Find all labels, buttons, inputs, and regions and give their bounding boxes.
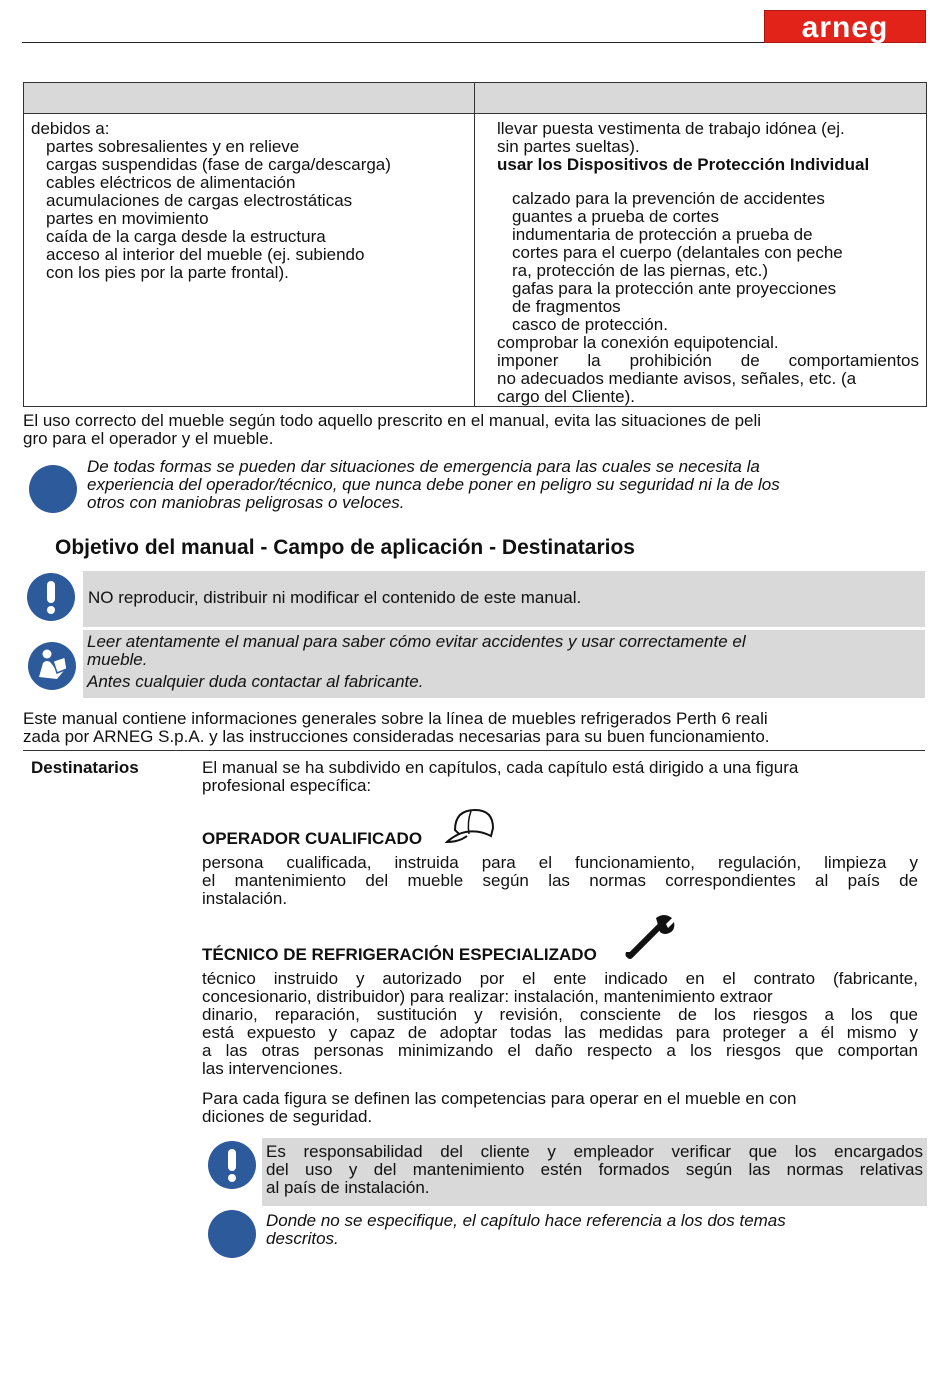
list-item: caída de la carga desde la estructura	[46, 227, 326, 246]
list-item: casco de protección.	[512, 315, 668, 334]
list-item: sin partes sueltas).	[497, 137, 640, 156]
operator-title: OPERADOR CUALIFICADO	[202, 829, 423, 848]
final-note-line: descritos.	[266, 1229, 339, 1248]
note-line: otros con maniobras peligrosas o veloces.	[87, 493, 405, 512]
risk-table-body-row	[24, 114, 927, 407]
info-circle-icon	[29, 465, 77, 513]
general-line-1: Este manual contiene informaciones generales sobre la línea de muebles refrigerados Perth 6 reali	[23, 709, 768, 728]
destinatarios-label: Destinatarios	[31, 758, 139, 777]
emergency-note	[87, 458, 780, 512]
technician-line: las intervenciones.	[202, 1059, 343, 1078]
list-item: no adecuados mediante avisos, señales, etc. (a	[497, 369, 857, 388]
competence-paragraph	[202, 1090, 918, 1126]
list-item: usar los Dispositivos de Protección Individual	[497, 155, 870, 174]
read-manual-icon	[27, 641, 77, 696]
intro-line-1: El uso correcto del mueble según todo aquello prescrito en el manual, evita las situaciones de peli	[23, 411, 762, 430]
list-item: llevar puesta vestimenta de trabajo idónea (ej.	[497, 119, 845, 138]
section-title: Objetivo del manual - Campo de aplicación - Destinatarios	[55, 536, 635, 559]
read-manual-line: Antes cualquier duda contactar al fabricante.	[87, 672, 424, 691]
final-note-line: Donde no se especifique, el capítulo hace referencia a los dos temas	[266, 1211, 786, 1230]
warning-icon	[26, 572, 76, 627]
destinatarios-intro: El manual se ha subdivido en capítulos, cada capítulo está dirigido a una figura	[202, 758, 799, 777]
info-circle-icon	[208, 1210, 256, 1258]
responsibility-line: Es responsabilidad del cliente y empleador verificar que los encargados	[266, 1142, 923, 1161]
technician-description	[202, 970, 918, 1078]
risk-table-header-row	[24, 83, 927, 114]
operator-line: persona cualificada, instruida para el funcionamiento, regulación, limpieza y	[202, 853, 918, 872]
risk-table-header-left	[24, 83, 475, 114]
note-line: experiencia del operador/técnico, que nunca debe poner en peligro su seguridad ni la de los	[87, 475, 780, 494]
list-item: calzado para la prevención de accidentes	[512, 189, 825, 208]
warning-text: NO reproducir, distribuir ni modificar el contenido de este manual.	[88, 588, 582, 607]
list-item: debidos a:	[31, 119, 110, 138]
list-item: partes sobresalientes y en relieve	[46, 137, 300, 156]
warning-box	[83, 571, 925, 627]
general-paragraph	[23, 710, 770, 746]
list-item: cargas suspendidas (fase de carga/descarga)	[46, 155, 391, 174]
list-item: acceso al interior del mueble (ej. subiendo	[46, 245, 365, 264]
wrench-icon	[624, 912, 676, 965]
list-item: gafas para la protección ante proyecciones	[512, 279, 837, 298]
technician-line: a las otras personas minimizando el daño respecto a los riesgos que comportan	[202, 1041, 918, 1060]
technician-line: concesionario, distribuidor) para realizar: instalación, mantenimiento extraor	[202, 987, 773, 1006]
intro-paragraph	[23, 412, 761, 448]
operator-description	[202, 854, 918, 908]
list-item: de fragmentos	[512, 297, 621, 316]
risk-table-left-cell	[24, 114, 475, 407]
technician-line: está expuesto y capaz de adoptar todas las medidas para proteger a él mismo y	[202, 1023, 918, 1042]
competence-line: diciones de seguridad.	[202, 1107, 373, 1126]
note-line: De todas formas se pueden dar situaciones de emergencia para las cuales se necesita la	[87, 457, 760, 476]
responsibility-line: del uso y del mantenimiento estén formados según las normas relativas	[266, 1160, 923, 1179]
header-rule	[22, 42, 764, 43]
technician-title: TÉCNICO DE REFRIGERACIÓN ESPECIALIZADO	[202, 945, 597, 964]
list-item: imponer la prohibición de comportamientos	[497, 351, 919, 370]
read-manual-box	[83, 630, 925, 698]
responsibility-line: al país de instalación.	[266, 1178, 430, 1197]
list-item: comprobar la conexión equipotencial.	[497, 333, 779, 352]
list-item: cables eléctricos de alimentación	[46, 173, 296, 192]
list-item: indumentaria de protección a prueba de	[512, 225, 813, 244]
final-note	[266, 1212, 786, 1248]
list-item: ra, protección de las piernas, etc.)	[512, 261, 769, 280]
list-item: cortes para el cuerpo (delantales con peche	[512, 243, 843, 262]
list-item: partes en movimiento	[46, 209, 209, 228]
cap-icon	[445, 806, 497, 851]
destinatarios-intro: profesional específica:	[202, 776, 372, 795]
responsibility-box	[262, 1138, 927, 1206]
technician-line: dinario, reparación, sustitución y revisión, consciente de los riesgos a los que	[202, 1005, 918, 1024]
list-item: con los pies por la parte frontal).	[46, 263, 289, 282]
competence-line: Para cada figura se definen las competencias para operar en el mueble en con	[202, 1089, 797, 1108]
divider	[23, 750, 925, 751]
risk-table	[23, 82, 927, 407]
destinatarios-content	[202, 759, 918, 795]
list-item: acumulaciones de cargas electrostáticas	[46, 191, 353, 210]
operator-line: el mantenimiento del mueble según las normas correspondientes al país de	[202, 871, 918, 890]
intro-line-2: gro para el operador y el mueble.	[23, 429, 274, 448]
general-line-2: zada por ARNEG S.p.A. y las instrucciones consideradas necesarias para su buen funcionamiento.	[23, 727, 770, 746]
operator-line: instalación.	[202, 889, 288, 908]
list-item: guantes a prueba de cortes	[512, 207, 719, 226]
technician-line: técnico instruido y autorizado por el ente indicado en el contrato (fabricante,	[202, 969, 918, 988]
list-item: cargo del Cliente).	[497, 387, 635, 406]
risk-table-right-cell	[475, 114, 927, 407]
read-manual-line: mueble.	[87, 650, 148, 669]
warning-icon	[207, 1140, 257, 1195]
read-manual-line: Leer atentamente el manual para saber cómo evitar accidentes y usar correctamente el	[87, 632, 746, 651]
arneg-logo: arneg	[764, 10, 926, 43]
risk-table-header-right	[475, 83, 927, 114]
